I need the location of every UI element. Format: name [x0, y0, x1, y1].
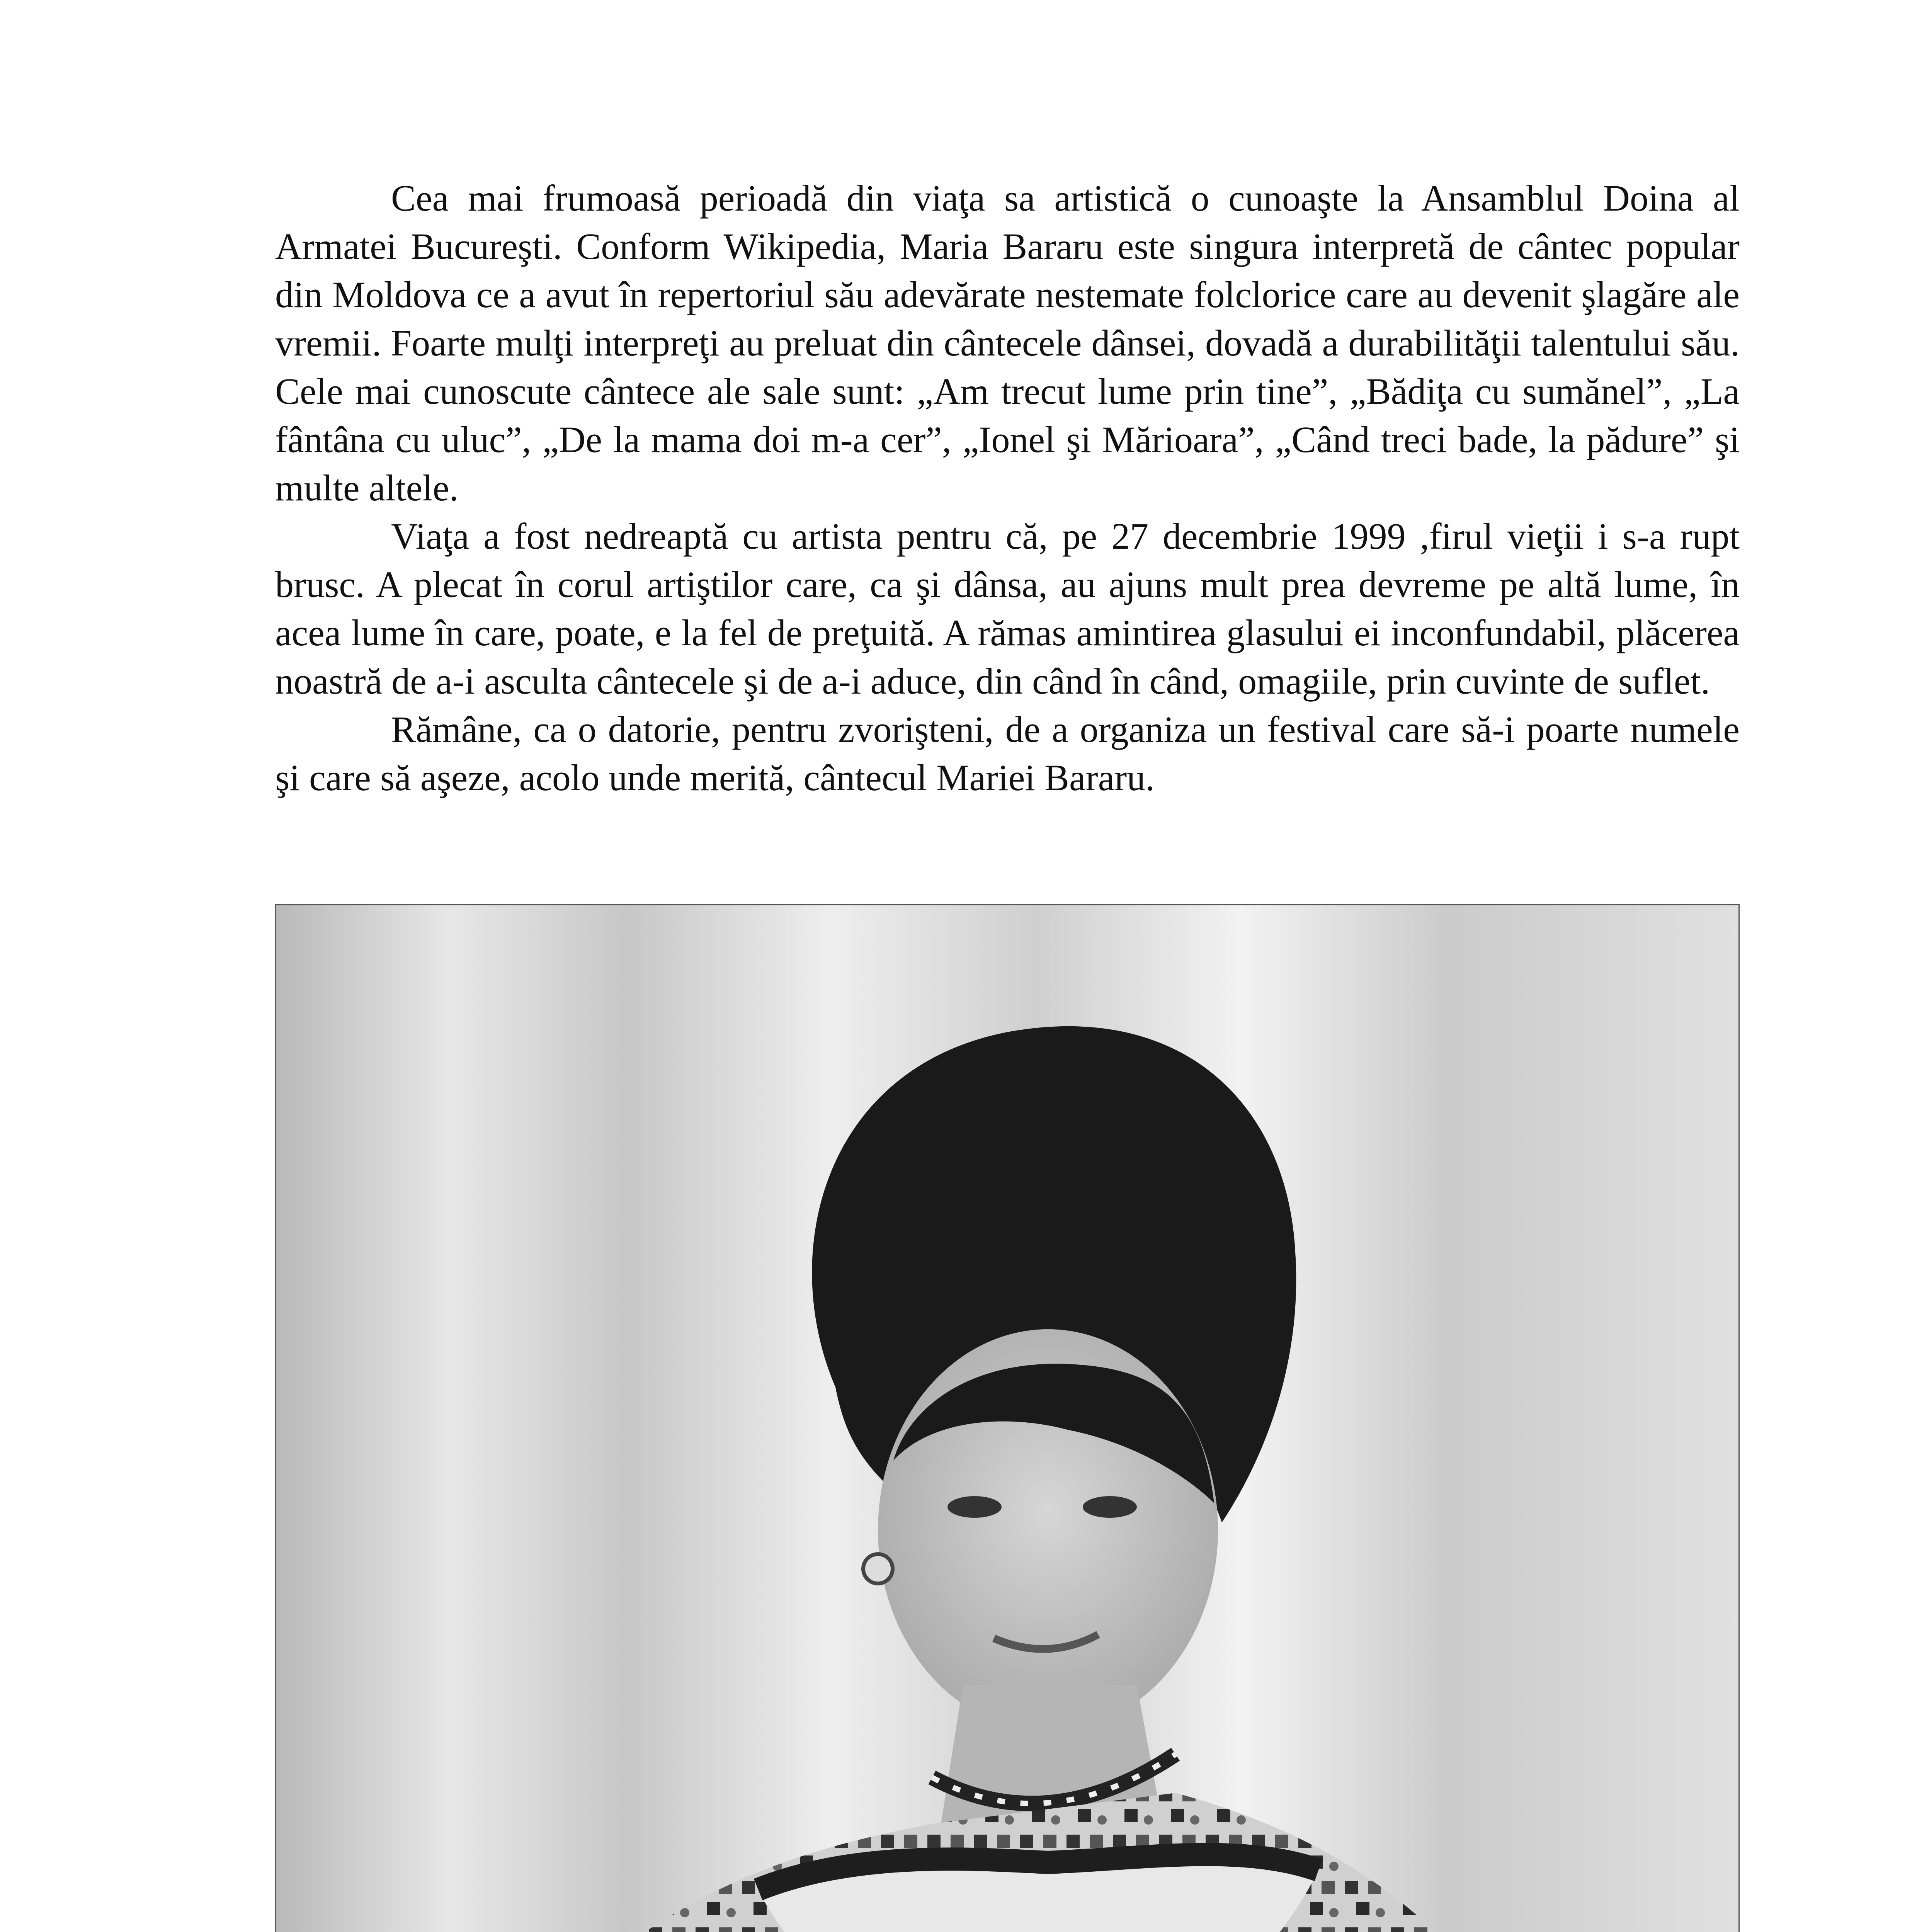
portrait-photo — [275, 904, 1740, 1932]
paragraph-festival: Rămâne, ca o datorie, pentru zvorişteni, de a organiza un festival care să-i poarte numele şi care să aşeze, acolo unde merită, cântecul Mariei Bararu. — [275, 709, 1740, 798]
portrait-illustration — [275, 904, 1740, 1932]
paragraph-career: Cea mai frumoasă perioadă din viaţa sa artistică o cunoaşte la Ansamblul Doina al Armatei Bucureşti. Conform Wikipedia, Maria Bararu este singura interpretă de cântec popular din Moldova ce a avut în repertoriul său adevărate nestemate folclorice care au devenit şlagăre ale vremii. Foarte mulţi interpreţi au preluat din cântecele dânsei, dovadă a durabilităţii talentului său. Cele mai cunoscute cântece ale sale sunt: „Am trecut lume prin tine”, „Bădiţa cu sumănel”, „La fântâna cu uluc”, „De la mama doi m-a cer”, „Ionel şi Mărioara”, „Când treci bade, la pădure” şi multe altele. — [275, 177, 1740, 509]
body-text — [275, 174, 1740, 802]
paragraph-death: Viaţa a fost nedreaptă cu artista pentru că, pe 27 decembrie 1999 ,firul vieţii i s-a rupt brusc. A plecat în corul artiştilor care, ca şi dânsa, au ajuns mult prea devreme pe altă lume, în acea lume în care, poate, e la fel de preţuită. A rămas amintirea glasului ei inconfundabil, plăcerea noastră de a-i asculta cântecele şi de a-i aduce, din când în când, omagiile, prin cuvinte de suflet. — [275, 515, 1740, 702]
